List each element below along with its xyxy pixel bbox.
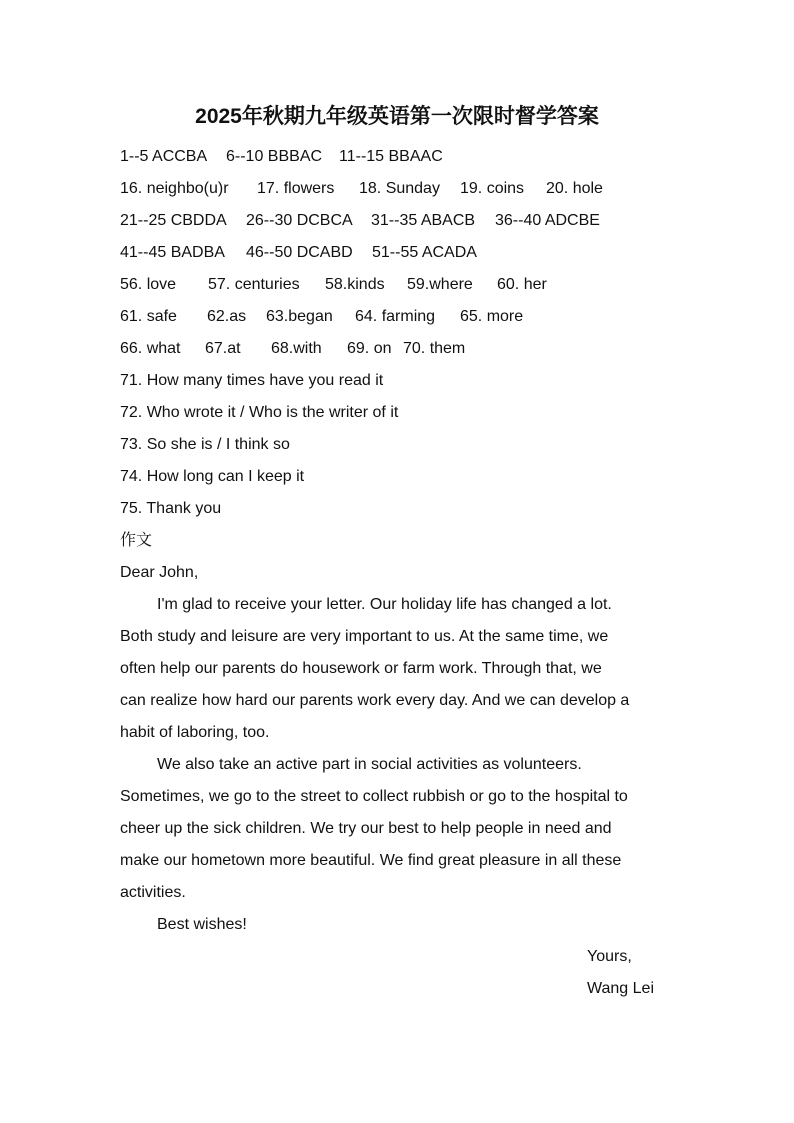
paragraph-line: activities. <box>120 884 186 901</box>
answer-6-10: 6--10 BBBAC <box>226 148 323 165</box>
answer-73: 73. So she is / I think so <box>120 436 290 453</box>
answer-sheet <box>120 141 680 941</box>
answer-59: 59.where <box>407 276 473 293</box>
answer-19: 19. coins <box>460 180 525 197</box>
answer-71: 71. How many times have you read it <box>120 372 384 389</box>
answer-74: 74. How long can I keep it <box>120 468 305 485</box>
answer-row-5 <box>120 269 680 301</box>
answer-row-2 <box>120 173 680 205</box>
answer-60: 60. her <box>497 276 547 293</box>
answer-57: 57. centuries <box>208 276 300 293</box>
answer-51-55: 51--55 ACADA <box>372 244 477 261</box>
composition-heading: 作文 <box>120 532 153 549</box>
answer-26-30: 26--30 DCBCA <box>246 212 353 229</box>
letter-closing: Best wishes! <box>157 916 247 933</box>
answer-68: 68.with <box>271 340 322 357</box>
answer-64: 64. farming <box>355 308 436 325</box>
paragraph-line: cheer up the sick children. We try our best to help people in need and <box>120 820 612 837</box>
letter-greeting: Dear John, <box>120 564 199 581</box>
answer-31-35: 31--35 ABACB <box>371 212 476 229</box>
answer-row-3 <box>120 205 680 237</box>
paragraph-line: I'm glad to receive your letter. Our holiday life has changed a lot. <box>157 596 612 613</box>
answer-61: 61. safe <box>120 308 177 325</box>
answer-69: 69. on <box>347 340 392 357</box>
answer-17: 17. flowers <box>257 180 335 197</box>
answer-63: 63.began <box>266 308 333 325</box>
answer-18: 18. Sunday <box>359 180 440 197</box>
letter-paragraph-1 <box>120 589 680 749</box>
answer-row-4 <box>120 237 680 269</box>
paragraph-line: habit of laboring, too. <box>120 724 270 741</box>
answer-67: 67.at <box>205 340 241 357</box>
answer-21-25: 21--25 CBDDA <box>120 212 227 229</box>
answer-65: 65. more <box>460 308 524 325</box>
answer-1-5: 1--5 ACCBA <box>120 148 208 165</box>
letter-sign-off: Yours, <box>587 948 632 965</box>
answer-row-6 <box>120 301 680 333</box>
answer-row-1 <box>120 141 680 173</box>
paragraph-line: often help our parents do housework or farm work. Through that, we <box>120 660 602 677</box>
paragraph-line: Sometimes, we go to the street to collect rubbish or go to the hospital to <box>120 788 628 805</box>
answer-11-15: 11--15 BBAAC <box>339 148 443 165</box>
paragraph-line: make our hometown more beautiful. We find great pleasure in all these <box>120 852 622 869</box>
answer-41-45: 41--45 BADBA <box>120 244 225 261</box>
answer-16: 16. neighbo(u)r <box>120 180 229 197</box>
answer-72: 72. Who wrote it / Who is the writer of it <box>120 404 399 421</box>
letter-paragraph-2 <box>120 749 680 909</box>
answer-20: 20. hole <box>546 180 603 197</box>
paragraph-line: Both study and leisure are very important to us. At the same time, we <box>120 628 609 645</box>
paragraph-line: We also take an active part in social activities as volunteers. <box>157 756 582 773</box>
paragraph-line: can realize how hard our parents work every day. And we can develop a <box>120 692 630 709</box>
answer-66: 66. what <box>120 340 181 357</box>
answer-70: 70. them <box>403 340 466 357</box>
answer-58: 58.kinds <box>325 276 385 293</box>
page-title: 2025年秋期九年级英语第一次限时督学答案 <box>195 105 599 128</box>
answer-46-50: 46--50 DCABD <box>246 244 353 261</box>
answer-36-40: 36--40 ADCBE <box>495 212 600 229</box>
letter-signature: Wang Lei <box>587 980 654 997</box>
answer-75: 75. Thank you <box>120 500 222 517</box>
answer-56: 56. love <box>120 276 177 293</box>
answer-62: 62.as <box>207 308 247 325</box>
answer-row-7 <box>120 333 680 365</box>
